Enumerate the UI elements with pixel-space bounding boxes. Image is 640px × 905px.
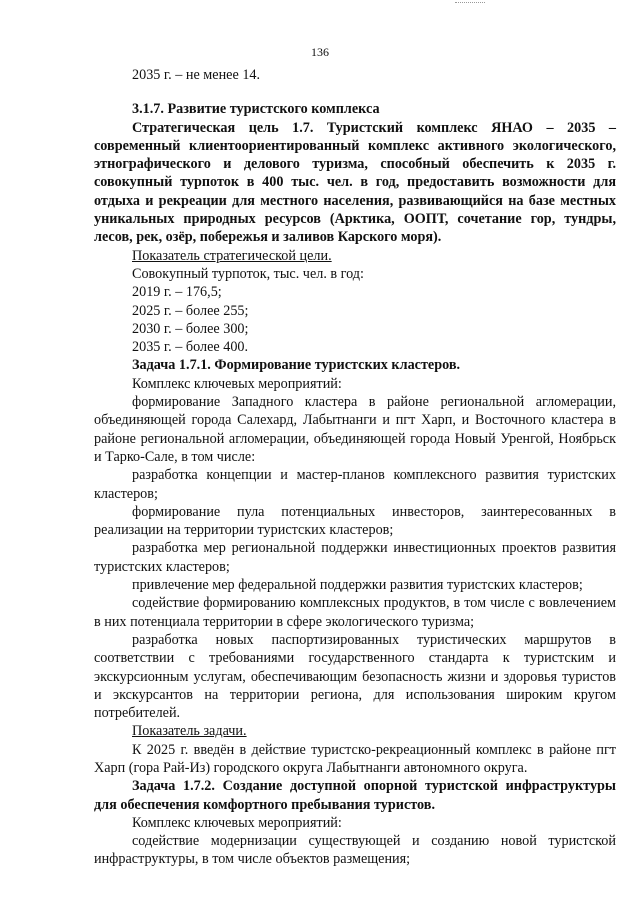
paragraph: Совокупный турпоток, тыс. чел. в год: [132, 265, 364, 282]
paragraph: Комплекс ключевых мероприятий: [132, 814, 342, 831]
scan-artifact [455, 2, 485, 5]
goal-indicator-label: Показатель стратегической цели. [132, 247, 332, 264]
paragraph: разработка концепции и мастер-планов комплексного развития туристских кластеров; [94, 467, 616, 502]
paragraph: разработка мер региональной поддержки инвестиционных проектов развития туристских кластеров; [94, 540, 616, 575]
paragraph: 2035 г. – не менее 14. [132, 67, 261, 83]
paragraph: Комплекс ключевых мероприятий: [132, 375, 342, 392]
task-indicator-label: Показатель задачи. [132, 723, 247, 740]
task-heading: Задача 1.7.2. Создание доступной опорной туристской инфраструктуры для обеспечения комфортного пребывания туристов. [94, 778, 616, 813]
list-item: 2030 г. – более 300; [132, 320, 249, 337]
paragraph: содействие формированию комплексных продуктов, в том числе с вовлечением в них потенциала территории в сфере экологического туризма; [94, 595, 616, 630]
paragraph: формирование пула потенциальных инвесторов, заинтересованных в реализации на территории туристских кластеров; [94, 503, 616, 539]
paragraph: К 2025 г. введён в действие туристско-рекреационный комплекс в районе пгт Харп (гора Рай-Из) городского округа Лабытнанги автономного округа. [94, 741, 616, 776]
paragraph: содействие модернизации существующей и созданию новой туристской инфраструктуры, в том числе объектов размещения; [94, 833, 616, 868]
paragraph: формирование Западного кластера в районе региональной агломерации, объединяющей города Салехард, Лабытнанги и пгт Харп, и Восточного кластера в районе региональной агломерации, объединяющей города Новый Уренгой, Ноябрьск и Тарко-Сале, в том числе: [94, 394, 616, 465]
paragraph: разработка новых паспортизированных туристических маршрутов в соответствии с требованиями государственного стандарта к туристским и экскурсионным услугам, обеспечивающим безопасность жизни и здоровья туристов и экскурсантов на территории региона, для использования широким кругом потребителей. [94, 631, 616, 722]
section-heading: 3.1.7. Развитие туристского комплекса [132, 101, 380, 118]
list-item: 2019 г. – 176,5; [132, 284, 222, 301]
page-number: 136 [311, 45, 329, 59]
strategic-goal: Стратегическая цель 1.7. Туристский комплекс ЯНАО – 2035 – современный клиентоориентированный комплекс активного экологического, этнографического и делового туризма, способный обеспечить к 2035 г. совокупный турпоток в 400 тыс. чел. в год, предоставить возможности для отдыха и рекреации для местного населения, развивающийся на базе местных уникальных природных ресурсов (Арктика, ООПТ, сочетание гор, тундры, лесов, рек, озёр, побережья и заливов Карского моря). [94, 119, 616, 246]
task-heading: Задача 1.7.1. Формирование туристских кластеров. [132, 357, 461, 374]
paragraph: привлечение мер федеральной поддержки развития туристских кластеров; [132, 577, 583, 594]
list-item: 2025 г. – более 255; [132, 302, 249, 319]
document-body [94, 66, 616, 869]
list-item: 2035 г. – более 400. [132, 339, 249, 356]
